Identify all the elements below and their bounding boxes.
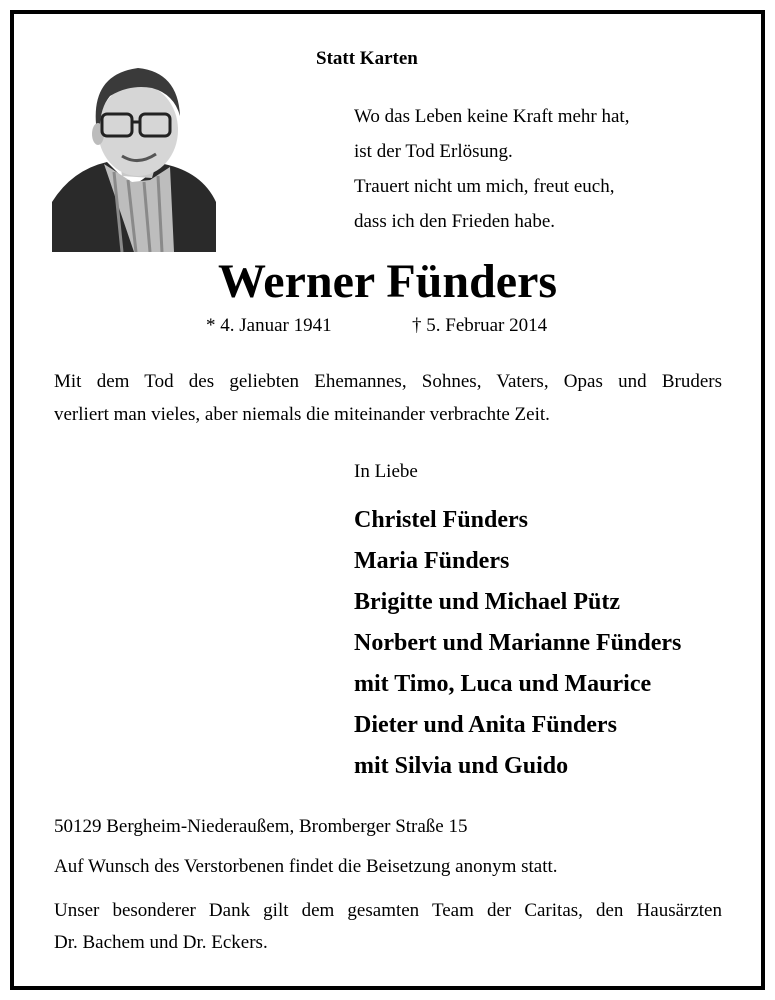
mourner-list	[354, 500, 681, 787]
mourner-name: Brigitte und Michael Pütz	[354, 589, 620, 615]
mourner-name: mit Silvia und Guido	[354, 753, 569, 779]
poem-line: Trauert nicht um mich, freut euch,	[354, 176, 615, 197]
in-liebe-label: In Liebe	[354, 461, 418, 482]
mourner-name: Christel Fünders	[354, 507, 528, 533]
poem-line: dass ich den Frieden habe.	[354, 211, 556, 232]
mourner-name: Dieter und Anita Fünders	[354, 712, 617, 738]
burial-note: Auf Wunsch des Verstorbenen findet die Beisetzung anonym statt.	[54, 856, 558, 877]
birth-date: * 4. Januar 1941	[206, 315, 332, 336]
mourner-name: mit Timo, Luca und Maurice	[354, 671, 652, 697]
thanks-line: Dr. Bachem und Dr. Eckers.	[54, 932, 268, 953]
poem-line: Wo das Leben keine Kraft mehr hat,	[354, 106, 630, 127]
portrait-photo	[52, 52, 216, 252]
poem-line: ist der Tod Erlösung.	[354, 141, 513, 162]
thanks-line: Unser besonderer Dank gilt dem gesamten Team der Caritas, den Hausärzten	[54, 900, 722, 921]
intro-line: verliert man vieles, aber niemals die miteinander verbrachte Zeit.	[54, 404, 550, 425]
statt-karten-heading: Statt Karten	[316, 48, 418, 69]
death-date: † 5. Februar 2014	[412, 315, 548, 336]
intro-text	[54, 365, 722, 431]
deceased-name: Werner Fünders	[217, 255, 558, 308]
intro-line: Mit dem Tod des geliebten Ehemannes, Sohnes, Vaters, Opas und Bruders	[54, 371, 722, 392]
mourner-name: Norbert und Marianne Fünders	[354, 630, 682, 656]
poem	[354, 99, 629, 239]
thanks-text	[54, 895, 722, 959]
mourner-name: Maria Fünders	[354, 548, 510, 574]
address: 50129 Bergheim-Niederaußem, Bromberger Straße 15	[54, 816, 468, 837]
